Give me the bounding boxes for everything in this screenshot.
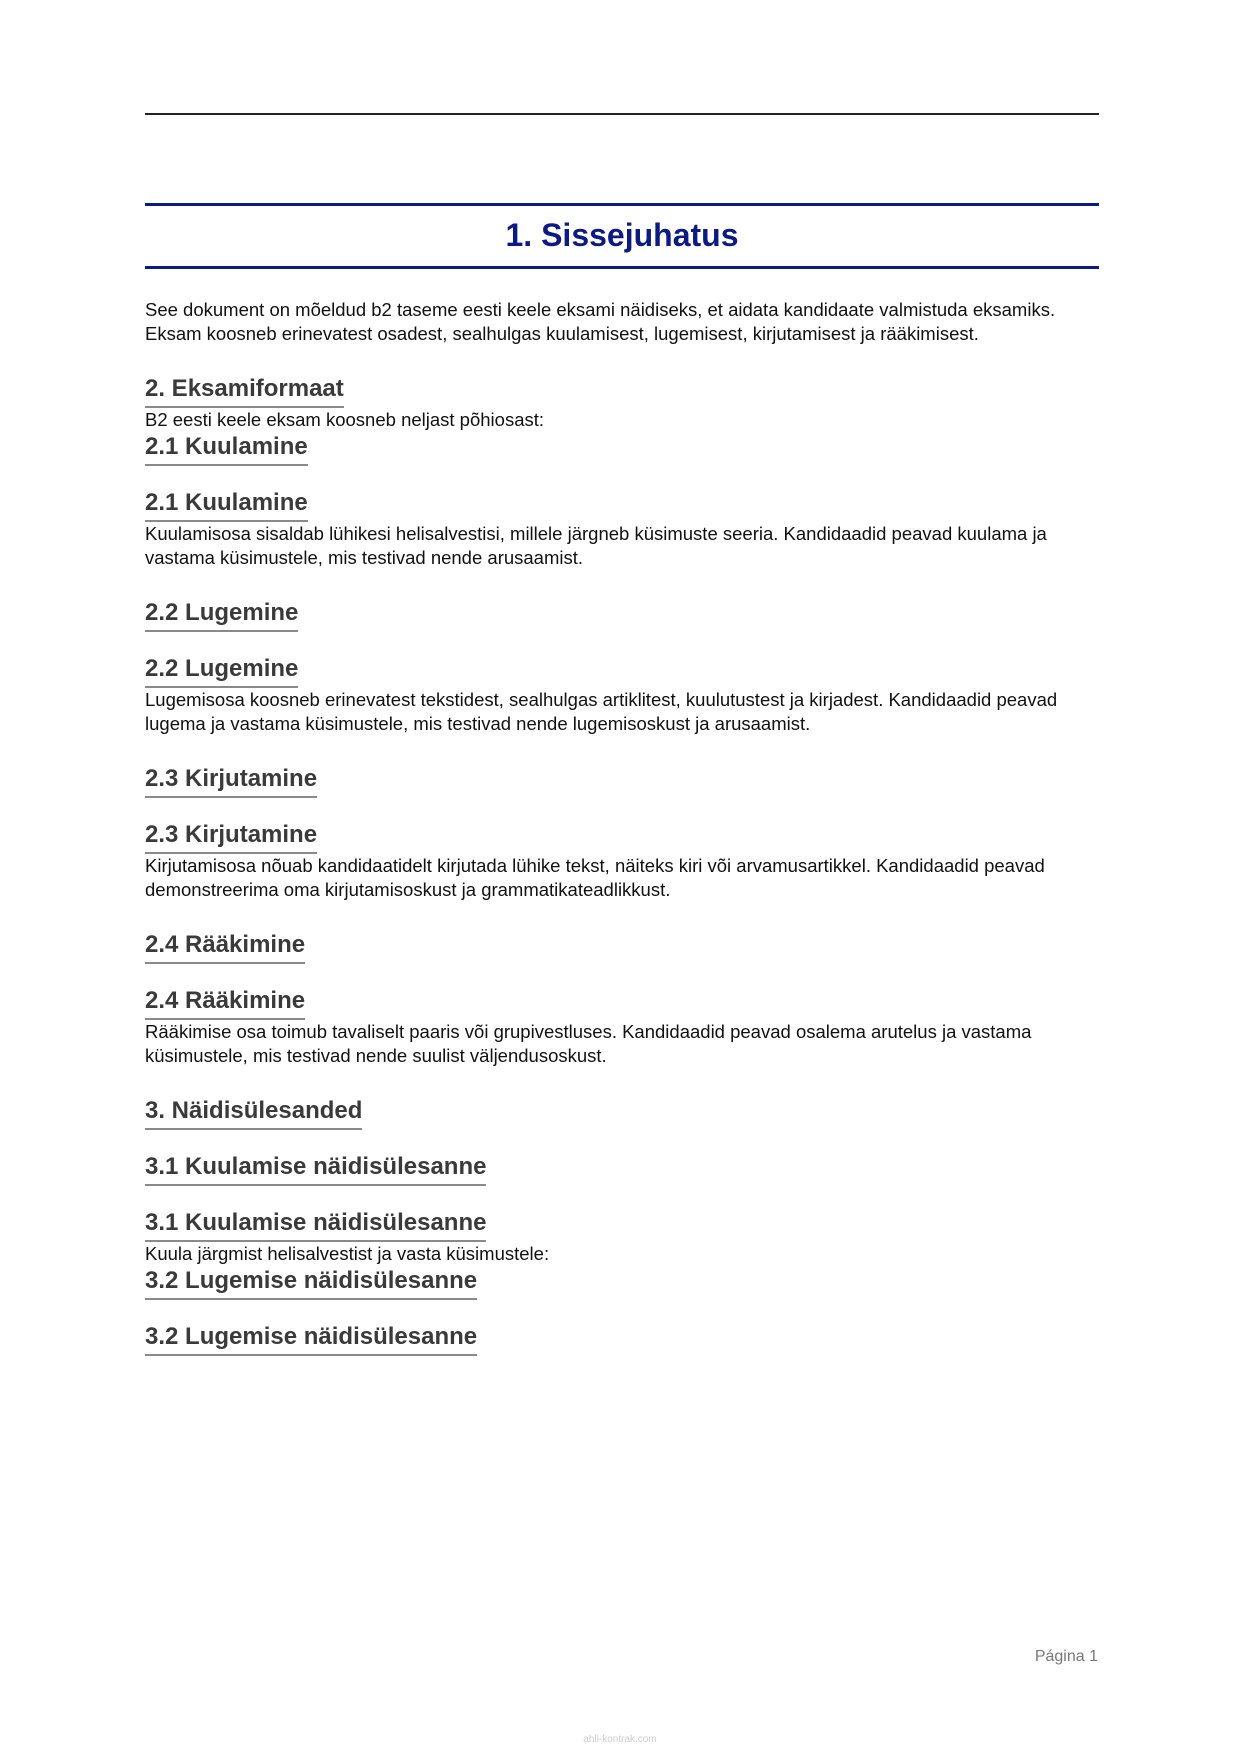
document-body bbox=[145, 298, 1075, 1356]
section-heading-exam-format: 2. Eksamiformaat bbox=[145, 374, 344, 408]
document-title: 1. Sissejuhatus bbox=[505, 217, 739, 253]
subsection-heading-listening-task-toc: 3.1 Kuulamise näidisülesanne bbox=[145, 1152, 486, 1186]
section-heading-sample-tasks: 3. Näidisülesanded bbox=[145, 1096, 362, 1130]
subsection-heading-listening: 2.1 Kuulamine bbox=[145, 488, 308, 522]
title-block bbox=[145, 203, 1099, 269]
subsection-heading-listening-task: 3.1 Kuulamise näidisülesanne bbox=[145, 1208, 486, 1242]
subsection-heading-writing: 2.3 Kirjutamine bbox=[145, 820, 317, 854]
subsection-heading-reading-toc: 2.2 Lugemine bbox=[145, 598, 298, 632]
subsection-heading-speaking-toc: 2.4 Rääkimine bbox=[145, 930, 305, 964]
subsection-heading-reading-task-toc: 3.2 Lugemise näidisülesanne bbox=[145, 1266, 477, 1300]
intro-paragraph: See dokument on mõeldud b2 taseme eesti keele eksami näidiseks, et aidata kandidaate valmistuda eksamiks. Eksam koosneb erinevatest osadest, sealhulgas kuulamisest, lugemisest, kirjutamisest ja rääkimisest. bbox=[145, 299, 1056, 344]
subsection-heading-listening-toc: 2.1 Kuulamine bbox=[145, 432, 308, 466]
subsection-heading-speaking: 2.4 Rääkimine bbox=[145, 986, 305, 1020]
listening-task-paragraph: Kuula järgmist helisalvestist ja vasta küsimustele: bbox=[145, 1243, 550, 1264]
page-number: Página 1 bbox=[1034, 1648, 1098, 1665]
subsection-heading-reading: 2.2 Lugemine bbox=[145, 654, 298, 688]
header-rule bbox=[145, 113, 1099, 115]
writing-paragraph: Kirjutamisosa nõuab kandidaatidelt kirjutada lühike tekst, näiteks kiri või arvamusartikkel. Kandidaadid peavad demonstreerima oma kirjutamisoskust ja grammatikateadlikkust. bbox=[145, 855, 1045, 900]
subsection-heading-writing-toc: 2.3 Kirjutamine bbox=[145, 764, 317, 798]
speaking-paragraph: Rääkimise osa toimub tavaliselt paaris või grupivestluses. Kandidaadid peavad osalema arutelus ja vastama küsimustele, mis testivad nende suulist väljendusoskust. bbox=[145, 1021, 1032, 1066]
watermark: ahli-kontrak.com bbox=[583, 1734, 657, 1745]
reading-paragraph: Lugemisosa koosneb erinevatest tekstidest, sealhulgas artiklitest, kuulutustest ja kirjadest. Kandidaadid peavad lugema ja vastama küsimustele, mis testivad nende lugemisoskust ja arusaamist. bbox=[145, 689, 1058, 734]
listening-paragraph: Kuulamisosa sisaldab lühikesi helisalvestisi, millele järgneb küsimuste seeria. Kandidaadid peavad kuulama ja vastama küsimustele, mis testivad nende arusaamist. bbox=[145, 523, 1047, 568]
exam-format-paragraph: B2 eesti keele eksam koosneb neljast põhiosast: bbox=[145, 409, 545, 430]
subsection-heading-reading-task: 3.2 Lugemise näidisülesanne bbox=[145, 1322, 477, 1356]
